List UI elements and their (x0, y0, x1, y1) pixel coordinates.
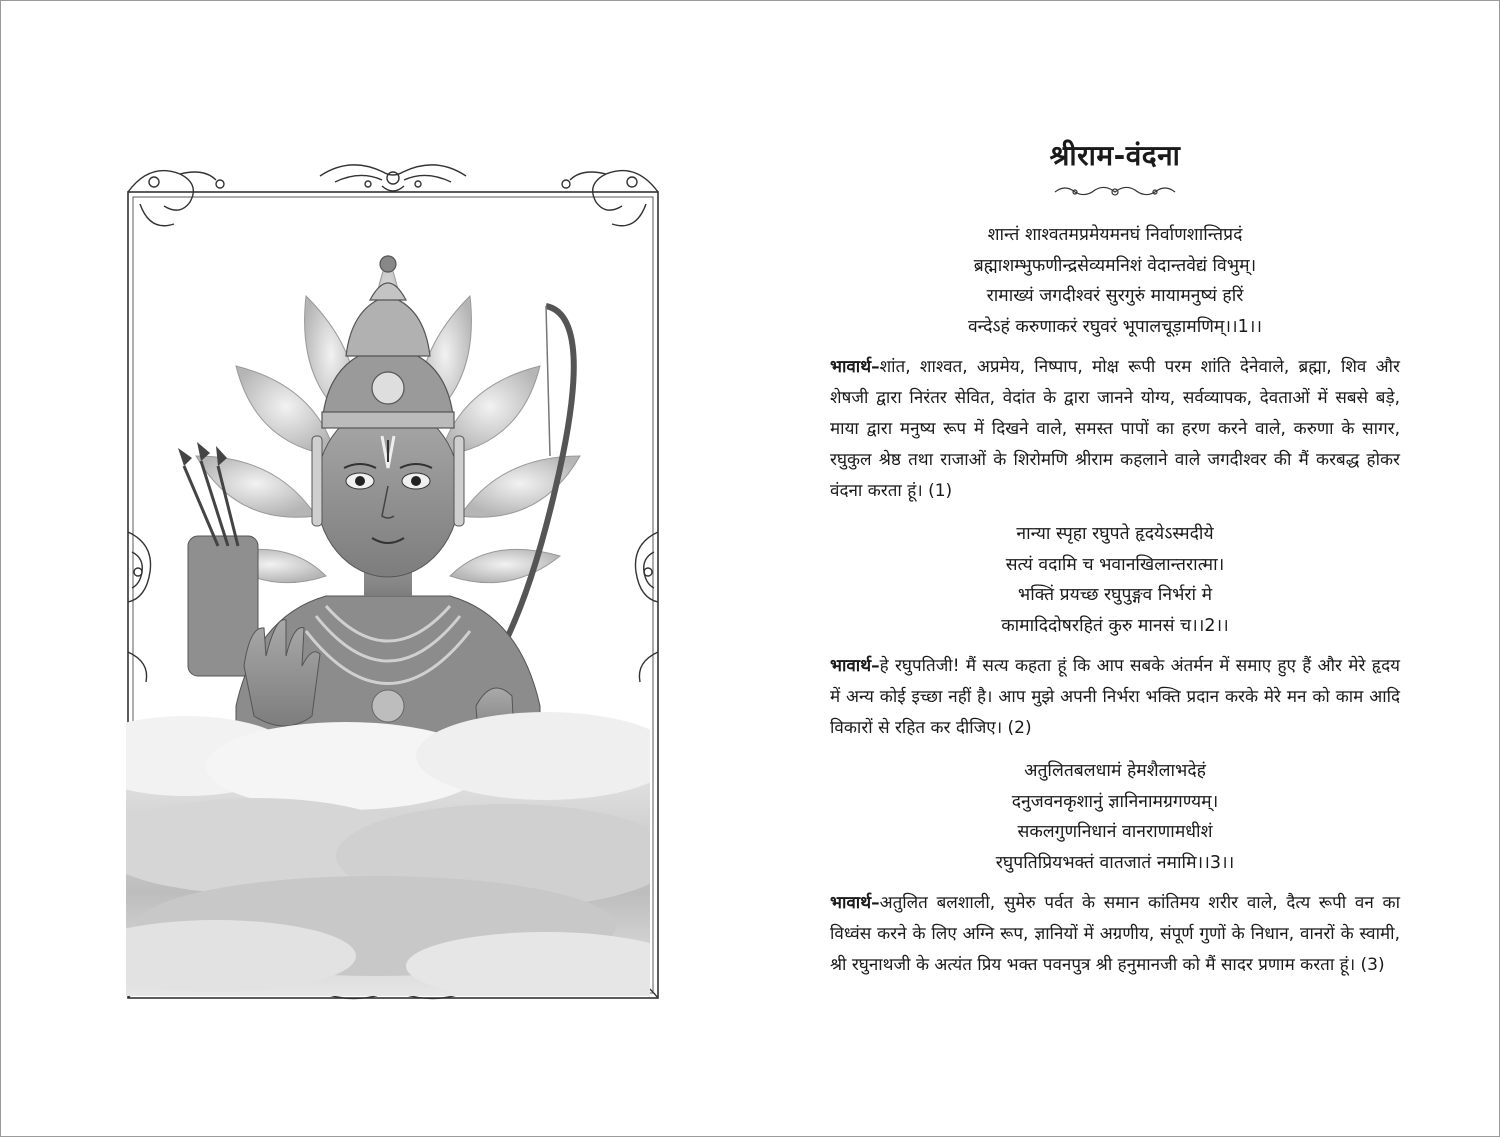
top-flourish-icon (320, 165, 466, 191)
verse-3 (830, 756, 1400, 878)
verse-line: भक्तिं प्रयच्छ रघुपुङ्गव निर्भरां मे (1017, 585, 1213, 605)
verse-line: कामादिदोषरहितं कुरु मानसं च।।2।। (1001, 615, 1229, 636)
filigree-corner-icon (562, 171, 658, 226)
scroll-flourish-icon (1045, 182, 1185, 200)
verse-1 (830, 220, 1400, 342)
bhavarth-3 (830, 888, 1400, 981)
bhavarth-1 (830, 352, 1400, 507)
bhavarth-text: शांत, शाश्वत, अप्रमेय, निष्पाप, मोक्ष रूपी परम शांति देनेवाले, ब्रह्मा, शिव और शेषजी द्वारा निरंतर सेवित, वेदांत के द्वारा जानने योग्य, सर्वव्यापक, देवताओं में सबसे बड़े, माया द्वारा मनुष्य रूप में दिखने वाले, समस्त पापों का हरण करने वाले, करुणा के सागर, रघुकुल श्रेष्ठ तथा राजाओं के शिरोमणि श्रीराम कहलाने वाले जगदीश्वर की मैं करबद्ध होकर वंदना करता हूं। (1) (830, 357, 1400, 501)
face-icon (316, 405, 460, 577)
page-title: श्रीराम-वंदना (1049, 139, 1181, 172)
verse-line: वन्देऽहं करुणाकरं रघुवरं भूपालचूड़ामणिम्।।1।। (967, 316, 1263, 337)
bhavarth-label: भावार्थ– (830, 656, 880, 676)
rama-illustration (126, 236, 650, 996)
verse-line: नान्या स्पृहा रघुपते हृदयेऽस्मदीये (1016, 524, 1214, 544)
verse-line: दनुजवनकृशानुं ज्ञानिनामग्रगण्यम्। (1011, 791, 1219, 812)
bhavarth-text: हे रघुपतिजी! मैं सत्य कहता हूं कि आप सबके अंतर्मन में समाए हुए हैं और मेरे हृदय में अन्य कोई इच्छा नहीं है। आप मुझे अपनी निर्भरा भक्ति प्रदान करके मेरे मन को काम आदि विकारों से रहित कर दीजिए। (2) (830, 656, 1400, 738)
verse-line: सकलगुणनिधानं वानराणामधीशं (1017, 822, 1213, 842)
verse-line: रघुपतिप्रियभक्तं वातजातं नमामि।।3।। (995, 852, 1235, 873)
verse-line: ब्रह्माशम्भुफणीन्द्रसेव्यमनिशं वेदान्तवेद्यं विभुम्। (973, 255, 1257, 276)
verse-line: सत्यं वदामि च भवानखिलान्तरात्मा। (1005, 554, 1225, 575)
bhavarth-label: भावार्थ– (830, 893, 880, 913)
verse-2 (830, 519, 1400, 641)
verse-line: शान्तं शाश्वतमप्रमेयमनघं निर्वाणशान्तिप्रदं (987, 225, 1243, 245)
verse-line: रामाख्यं जगदीश्वरं सुरगुरुं मायामनुष्यं हरिं (986, 286, 1244, 306)
filigree-corner-icon (128, 171, 224, 226)
verse-line: अतुलितबलधामं हेमशैलाभदेहं (1024, 761, 1206, 781)
clouds-icon (126, 712, 650, 996)
bhavarth-2 (830, 651, 1400, 744)
right-page-text (830, 120, 1400, 993)
bhavarth-label: भावार्थ– (830, 357, 880, 377)
bhavarth-text: अतुलित बलशाली, सुमेरु पर्वत के समान कांतिमय शरीर वाले, दैत्य रूपी वन का विध्वंस करने के लिए अग्नि रूप, ज्ञानियों में अग्रणीय, संपूर्ण गुणों के निधान, वानरों के स्वामी, श्री रघुनाथजी के अत्यंत प्रिय भक्त पवनपुत्र श्री हनुमानजी को मैं सादर प्रणाम करता हूं। (3) (830, 893, 1400, 975)
